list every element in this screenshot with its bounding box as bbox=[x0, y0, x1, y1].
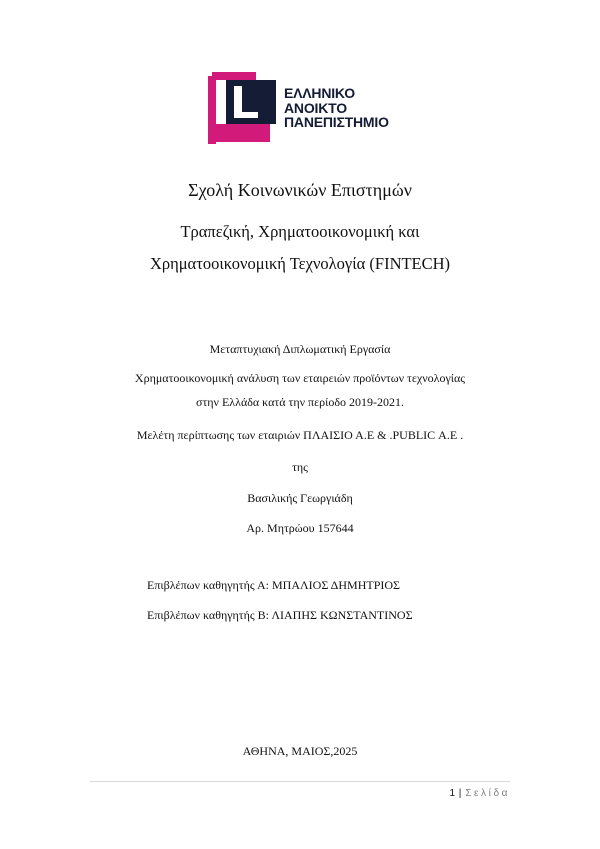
logo-line-1: ΕΛΛΗΝΙΚΟ bbox=[284, 85, 355, 101]
supervisor-b: Επιβλέπων καθηγητής Β: ΛΙΑΠΗΣ ΚΩΝΣΤΑΝΤΙΝΟΣ bbox=[147, 608, 413, 622]
footer-separator: | bbox=[458, 788, 462, 799]
thesis-type: Μεταπτυχιακή Διπλωματική Εργασία bbox=[209, 342, 391, 356]
university-logo-icon bbox=[208, 72, 280, 144]
thesis-by: της bbox=[292, 460, 308, 474]
programme-line-1: Τραπεζική, Χρηματοοικονομική και bbox=[180, 222, 420, 241]
logo-text bbox=[284, 86, 389, 130]
supervisor-a: Επιβλέπων καθηγητής Α: ΜΠΑΛΙΟΣ ΔΗΜΗΤΡΙΟΣ bbox=[147, 578, 401, 592]
registration-number: Αρ. Μητρώου 157644 bbox=[246, 521, 354, 535]
page-footer bbox=[449, 788, 510, 799]
place-date: ΑΘΗΝΑ, ΜΑΙΟΣ,2025 bbox=[242, 744, 358, 758]
school-name: Σχολή Κοινωνικών Επιστημών bbox=[188, 180, 412, 200]
university-logo bbox=[208, 72, 398, 144]
page-number: 1 bbox=[449, 788, 456, 799]
thesis-title-line-2: στην Ελλάδα κατά την περίοδο 2019-2021. bbox=[195, 395, 404, 409]
thesis-author: Βασιλικής Γεωργιάδη bbox=[247, 491, 353, 505]
thesis-subtitle: Μελέτη περίπτωσης των εταιριών ΠΛΑΙΣΙΟ Α.Ε & .PUBLIC Α.Ε . bbox=[136, 428, 464, 442]
logo-line-2: ΑΝΟΙΚΤΟ bbox=[284, 99, 347, 116]
thesis-title-line-1: Χρηματοοικονομική ανάλυση των εταιρειών προϊόντων τεχνολογίας bbox=[134, 371, 466, 385]
programme-line-2: Χρηματοοικονομική Τεχνολογία (FINTECH) bbox=[149, 254, 451, 273]
page-word: Σελίδα bbox=[465, 788, 510, 799]
footer-divider bbox=[90, 781, 510, 782]
logo-line-3: ΠΑΝΕΠΙΣΤΗΜΙΟ bbox=[284, 114, 389, 130]
